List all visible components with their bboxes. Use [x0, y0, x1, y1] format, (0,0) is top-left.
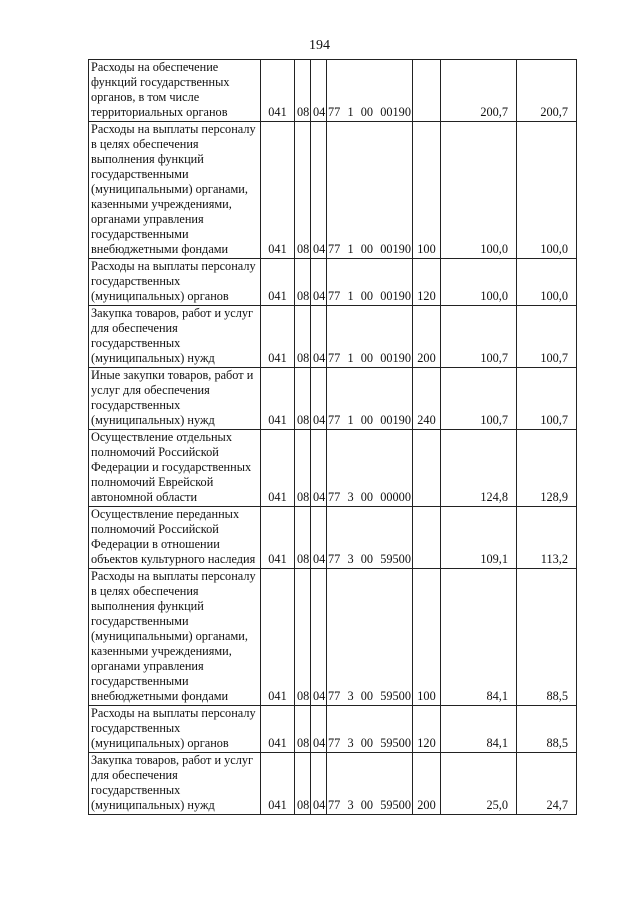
target-article-code	[328, 242, 411, 257]
subsection-code-cell: 04	[311, 569, 327, 706]
target-article-code	[328, 413, 411, 428]
target-article-part: 59500	[380, 552, 411, 566]
target-article-part: 00	[360, 242, 374, 256]
target-article-part: 00	[360, 798, 374, 812]
target-article-part: 00	[360, 736, 374, 750]
sum-year-2-cell: 100,7	[517, 368, 577, 430]
target-article-part: 1	[347, 351, 354, 365]
subsection-code-cell: 04	[311, 60, 327, 122]
section-code-cell: 08	[295, 368, 311, 430]
target-article-part: 77	[328, 736, 341, 750]
section-code-cell: 08	[295, 306, 311, 368]
target-article-part: 00190	[380, 351, 411, 365]
target-article-part: 00	[360, 413, 374, 427]
expense-name-cell: Расходы на выплаты персоналу в целях обеспечения выполнения функций государственными (муниципальными) органами, казенными учреждениями, органами управления государственными внебюджетными фондами	[89, 122, 261, 259]
expense-type-cell: 120	[413, 706, 441, 753]
sum-year-1-cell: 100,0	[441, 122, 517, 259]
target-article-part: 00190	[380, 105, 411, 119]
sum-year-1-cell: 84,1	[441, 569, 517, 706]
target-article-part: 3	[347, 798, 354, 812]
expense-type-cell	[413, 507, 441, 569]
subsection-code-cell: 04	[311, 507, 327, 569]
target-article-part: 3	[347, 689, 354, 703]
target-article-part: 00	[360, 689, 374, 703]
target-article-code	[328, 105, 411, 120]
target-article-code	[328, 689, 411, 704]
table-row	[89, 706, 577, 753]
target-article-part: 3	[347, 490, 354, 504]
subsection-code-cell: 04	[311, 706, 327, 753]
sum-year-2-cell: 100,7	[517, 306, 577, 368]
sum-year-1-cell: 109,1	[441, 507, 517, 569]
sum-year-2-cell: 113,2	[517, 507, 577, 569]
target-article-part: 77	[328, 552, 341, 566]
target-article-code	[328, 289, 411, 304]
admin-code-cell: 041	[261, 122, 295, 259]
sum-year-1-cell: 124,8	[441, 430, 517, 507]
section-code-cell: 08	[295, 122, 311, 259]
target-article-part: 77	[328, 689, 341, 703]
expense-type-cell: 200	[413, 753, 441, 815]
budget-table	[88, 59, 577, 815]
section-code-cell: 08	[295, 569, 311, 706]
sum-year-2-cell: 100,0	[517, 259, 577, 306]
sum-year-1-cell: 100,0	[441, 259, 517, 306]
target-article-part: 59500	[380, 736, 411, 750]
subsection-code-cell: 04	[311, 122, 327, 259]
target-article-part: 77	[328, 289, 341, 303]
target-article-part: 77	[328, 351, 341, 365]
admin-code-cell: 041	[261, 569, 295, 706]
admin-code-cell: 041	[261, 753, 295, 815]
target-article-part: 1	[347, 242, 354, 256]
expense-type-cell: 200	[413, 306, 441, 368]
expense-name-cell: Осуществление переданных полномочий Российской Федерации в отношении объектов культурного наследия	[89, 507, 261, 569]
expense-name-cell: Осуществление отдельных полномочий Российской Федерации и государственных полномочий Еврейской автономной области	[89, 430, 261, 507]
target-article-cell	[327, 753, 413, 815]
expense-name-cell: Закупка товаров, работ и услуг для обеспечения государственных (муниципальных) нужд	[89, 306, 261, 368]
expense-type-cell	[413, 430, 441, 507]
subsection-code-cell: 04	[311, 306, 327, 368]
target-article-part: 3	[347, 552, 354, 566]
target-article-cell	[327, 306, 413, 368]
table-row	[89, 569, 577, 706]
target-article-part: 00	[360, 289, 374, 303]
target-article-part: 77	[328, 105, 341, 119]
section-code-cell: 08	[295, 60, 311, 122]
target-article-part: 00	[360, 552, 374, 566]
section-code-cell: 08	[295, 430, 311, 507]
page-number: 194	[309, 38, 330, 53]
target-article-cell	[327, 569, 413, 706]
target-article-part: 77	[328, 798, 341, 812]
section-code-cell: 08	[295, 753, 311, 815]
target-article-part: 3	[347, 736, 354, 750]
table-row	[89, 60, 577, 122]
sum-year-1-cell: 25,0	[441, 753, 517, 815]
target-article-code	[328, 736, 411, 751]
sum-year-2-cell: 200,7	[517, 60, 577, 122]
subsection-code-cell: 04	[311, 753, 327, 815]
target-article-part: 1	[347, 289, 354, 303]
target-article-cell	[327, 368, 413, 430]
section-code-cell: 08	[295, 706, 311, 753]
target-article-part: 00	[360, 351, 374, 365]
target-article-part: 00000	[380, 490, 411, 504]
target-article-part: 1	[347, 413, 354, 427]
section-code-cell: 08	[295, 259, 311, 306]
expense-name-cell: Расходы на выплаты персоналу государственных (муниципальных) органов	[89, 259, 261, 306]
expense-type-cell: 100	[413, 122, 441, 259]
table-row	[89, 753, 577, 815]
target-article-code	[328, 798, 411, 813]
expense-name-cell: Расходы на выплаты персоналу государственных (муниципальных) органов	[89, 706, 261, 753]
expense-name-cell: Расходы на выплаты персоналу в целях обеспечения выполнения функций государственными (муниципальными) органами, казенными учреждениями, органами управления государственными внебюджетными фондами	[89, 569, 261, 706]
table-row	[89, 259, 577, 306]
section-code-cell: 08	[295, 507, 311, 569]
table-body	[89, 60, 577, 815]
target-article-cell	[327, 706, 413, 753]
target-article-cell	[327, 259, 413, 306]
admin-code-cell: 041	[261, 706, 295, 753]
admin-code-cell: 041	[261, 60, 295, 122]
expense-type-cell: 120	[413, 259, 441, 306]
target-article-cell	[327, 60, 413, 122]
target-article-part: 00190	[380, 289, 411, 303]
subsection-code-cell: 04	[311, 368, 327, 430]
admin-code-cell: 041	[261, 430, 295, 507]
target-article-part: 00	[360, 105, 374, 119]
sum-year-2-cell: 88,5	[517, 569, 577, 706]
table-row	[89, 122, 577, 259]
sum-year-2-cell: 128,9	[517, 430, 577, 507]
table-row	[89, 507, 577, 569]
target-article-part: 00190	[380, 242, 411, 256]
target-article-part: 1	[347, 105, 354, 119]
target-article-part: 77	[328, 242, 341, 256]
sum-year-2-cell: 88,5	[517, 706, 577, 753]
table-row	[89, 430, 577, 507]
target-article-part: 77	[328, 413, 341, 427]
admin-code-cell: 041	[261, 507, 295, 569]
target-article-cell	[327, 507, 413, 569]
sum-year-2-cell: 100,0	[517, 122, 577, 259]
expense-name-cell: Закупка товаров, работ и услуг для обеспечения государственных (муниципальных) нужд	[89, 753, 261, 815]
target-article-code	[328, 351, 411, 366]
admin-code-cell: 041	[261, 259, 295, 306]
target-article-cell	[327, 430, 413, 507]
expense-name-cell: Расходы на обеспечение функций государственных органов, в том числе территориальных органов	[89, 60, 261, 122]
admin-code-cell: 041	[261, 306, 295, 368]
table-row	[89, 306, 577, 368]
target-article-cell	[327, 122, 413, 259]
admin-code-cell: 041	[261, 368, 295, 430]
target-article-part: 00190	[380, 413, 411, 427]
sum-year-1-cell: 84,1	[441, 706, 517, 753]
sum-year-2-cell: 24,7	[517, 753, 577, 815]
sum-year-1-cell: 100,7	[441, 368, 517, 430]
target-article-part: 77	[328, 490, 341, 504]
expense-type-cell	[413, 60, 441, 122]
target-article-code	[328, 490, 411, 505]
expense-name-cell: Иные закупки товаров, работ и услуг для обеспечения государственных (муниципальных) нужд	[89, 368, 261, 430]
expense-type-cell: 240	[413, 368, 441, 430]
expense-type-cell: 100	[413, 569, 441, 706]
table-row	[89, 368, 577, 430]
target-article-code	[328, 552, 411, 567]
sum-year-1-cell: 100,7	[441, 306, 517, 368]
subsection-code-cell: 04	[311, 430, 327, 507]
subsection-code-cell: 04	[311, 259, 327, 306]
sum-year-1-cell: 200,7	[441, 60, 517, 122]
target-article-part: 00	[360, 490, 374, 504]
target-article-part: 59500	[380, 798, 411, 812]
target-article-part: 59500	[380, 689, 411, 703]
